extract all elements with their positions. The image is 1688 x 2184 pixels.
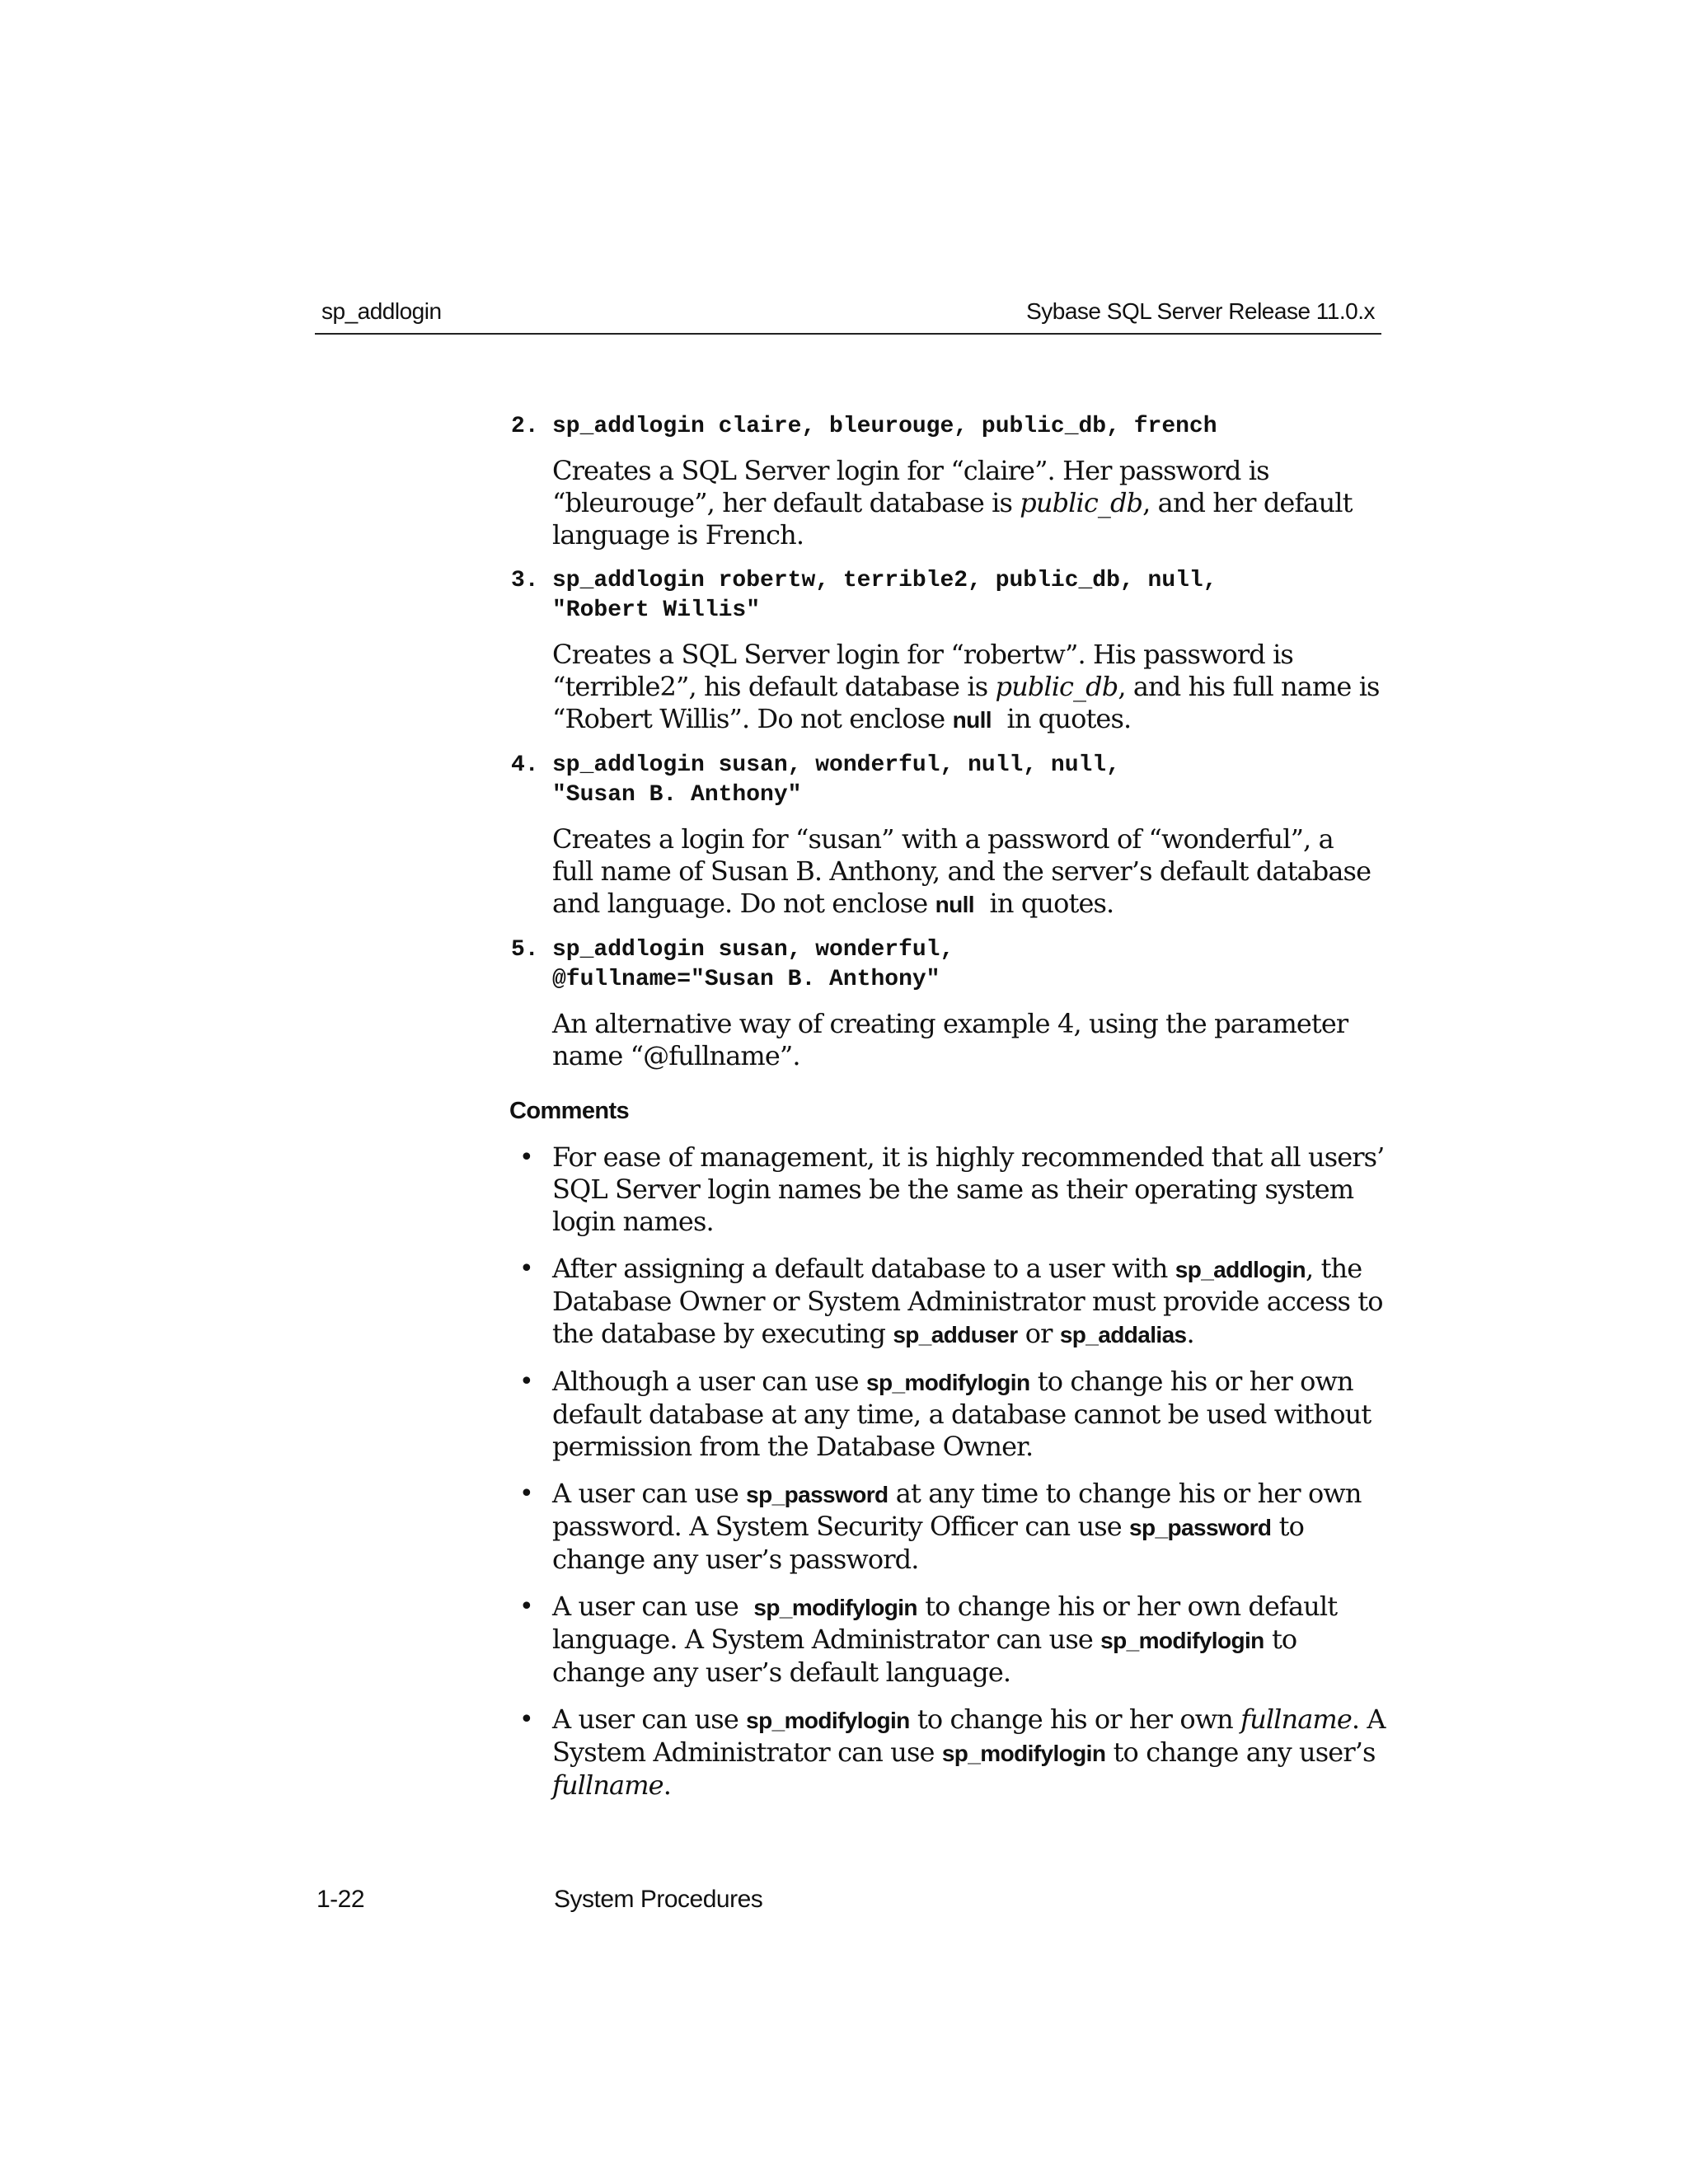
text-line: Creates a SQL Server login for “robertw”. His password is	[552, 639, 1293, 670]
text-run: the database by executing	[552, 1318, 893, 1349]
text-line: login names.	[552, 1206, 714, 1237]
text-line	[552, 1366, 1385, 1399]
text-run: A user can use	[552, 1704, 747, 1735]
null-keyword: null	[952, 707, 992, 733]
text-run: After assigning a default database to a user with	[552, 1253, 1175, 1284]
comment-item	[519, 1253, 1385, 1351]
comment-text	[552, 1366, 1385, 1463]
text-line: SQL Server login names be the same as their operating system	[552, 1174, 1354, 1205]
procedure-name: sp_modifylogin	[865, 1370, 1030, 1395]
bullet-marker: •	[519, 1143, 534, 1172]
text-run: “Robert Willis”. Do not enclose	[552, 703, 953, 734]
text-run: A user can use	[552, 1478, 747, 1509]
code-line: sp_addlogin robertw, terrible2, public_db, null,	[552, 568, 1217, 593]
example-description	[552, 1008, 1376, 1072]
bullet-marker: •	[519, 1254, 534, 1283]
text-line	[552, 1478, 1385, 1511]
code-line: sp_addlogin susan, wonderful,	[552, 937, 954, 963]
text-run: “terrible2”, his default database is	[552, 671, 996, 702]
comments-heading: Comments	[509, 1098, 630, 1124]
example-description	[552, 455, 1376, 551]
text-run: .	[1186, 1318, 1194, 1349]
text-line: An alternative way of creating example 4, using the parameter	[552, 1008, 1348, 1039]
code-line: sp_addlogin susan, wonderful, null, null,	[552, 752, 1120, 778]
text-run: to	[1271, 1511, 1305, 1542]
text-line: change any user’s password.	[552, 1544, 919, 1575]
text-line	[552, 1736, 1385, 1769]
bullet-marker: •	[519, 1705, 534, 1734]
procedure-name: sp_adduser	[893, 1322, 1018, 1347]
text-line	[552, 1769, 1385, 1802]
text-run: .	[663, 1769, 671, 1801]
code-line: "Robert Willis"	[552, 598, 761, 623]
parameter-name: fullname	[552, 1769, 663, 1801]
example-code	[552, 566, 1376, 626]
text-run: Although a user can use	[552, 1366, 866, 1397]
example-3	[511, 566, 1380, 736]
example-4	[511, 751, 1376, 921]
text-line: change any user’s default language.	[552, 1657, 1011, 1688]
comment-item	[519, 1141, 1385, 1238]
comment-text	[552, 1478, 1385, 1576]
text-line	[552, 1511, 1385, 1544]
comment-text	[552, 1704, 1385, 1802]
procedure-name: sp_modifylogin	[753, 1595, 917, 1620]
procedure-name: sp_password	[746, 1482, 889, 1507]
text-run: to	[1264, 1624, 1297, 1655]
text-run: A user can use	[552, 1591, 754, 1622]
text-run: in quotes.	[991, 703, 1132, 734]
text-line	[552, 487, 1376, 519]
code-line: sp_addlogin claire, bleurouge, public_db, french	[552, 414, 1217, 439]
example-code	[552, 751, 1376, 810]
text-line	[552, 671, 1380, 703]
bullet-marker: •	[519, 1479, 534, 1508]
example-number: 2.	[511, 414, 539, 439]
procedure-name: sp_addalias	[1059, 1322, 1187, 1347]
procedure-name: sp_password	[1129, 1515, 1272, 1540]
text-line	[552, 703, 1376, 736]
parameter-name: fullname	[1240, 1704, 1352, 1735]
text-line	[552, 1591, 1385, 1624]
text-line	[552, 1624, 1385, 1657]
code-line: @fullname="Susan B. Anthony"	[552, 967, 940, 992]
example-description	[552, 639, 1380, 736]
text-run: System Administrator can use	[552, 1736, 942, 1768]
procedure-name: sp_addlogin	[1175, 1257, 1306, 1282]
running-header	[315, 290, 1381, 335]
example-5	[511, 935, 1376, 1072]
null-keyword: null	[935, 892, 974, 917]
procedure-name: sp_modifylogin	[746, 1708, 910, 1733]
examples-section	[511, 412, 1380, 1087]
text-run: and language. Do not enclose	[552, 888, 935, 919]
example-description	[552, 823, 1376, 921]
text-run: , the	[1306, 1253, 1362, 1284]
text-line	[552, 1253, 1385, 1286]
header-release-title: Sybase SQL Server Release 11.0.x	[1026, 298, 1375, 324]
text-run: in quotes.	[973, 888, 1114, 919]
text-run: to change his or her own default	[917, 1591, 1338, 1622]
text-run: language. A System Administrator can use	[552, 1624, 1101, 1655]
book-title: System Procedures	[554, 1886, 763, 1913]
code-line: "Susan B. Anthony"	[552, 782, 802, 808]
bullet-marker: •	[519, 1367, 534, 1396]
text-line: Creates a login for “susan” with a password of “wonderful”, a	[552, 823, 1334, 855]
comment-item	[519, 1591, 1385, 1689]
header-section-name: sp_addlogin	[321, 298, 442, 324]
text-run: to change his or her own	[1029, 1366, 1353, 1397]
text-run: . A	[1351, 1704, 1386, 1735]
text-line: Creates a SQL Server login for “claire”. Her password is	[552, 455, 1269, 486]
text-run: , and her default	[1142, 487, 1353, 518]
comment-text	[552, 1253, 1385, 1351]
example-number: 3.	[511, 568, 539, 593]
procedure-name: sp_modifylogin	[941, 1741, 1106, 1766]
example-2	[511, 412, 1376, 551]
database-name: public_db	[995, 671, 1118, 702]
bullet-marker: •	[519, 1592, 534, 1621]
text-line	[552, 888, 1376, 921]
comment-item	[519, 1366, 1385, 1463]
text-line: For ease of management, it is highly recommended that all users’	[552, 1141, 1385, 1173]
database-name: public_db	[1020, 487, 1143, 518]
text-line: permission from the Database Owner.	[552, 1431, 1034, 1462]
comment-item	[519, 1704, 1386, 1802]
text-line: Database Owner or System Administrator must provide access to	[552, 1286, 1383, 1317]
page-number: 1-22	[316, 1886, 365, 1913]
text-run: “bleurouge”, her default database is	[552, 487, 1020, 518]
text-run: or	[1017, 1318, 1060, 1349]
text-line: name “@fullname”.	[552, 1040, 800, 1071]
example-code	[552, 935, 1376, 995]
text-line: full name of Susan B. Anthony, and the server’s default database	[552, 855, 1372, 887]
text-run: at any time to change his or her own	[888, 1478, 1362, 1509]
text-line: language is French.	[552, 519, 804, 551]
example-number: 5.	[511, 937, 539, 963]
text-run: password. A System Security Officer can use	[552, 1511, 1130, 1542]
text-run: to change any user’s	[1105, 1736, 1376, 1768]
comment-item	[519, 1478, 1385, 1576]
procedure-name: sp_modifylogin	[1100, 1628, 1264, 1653]
text-line	[552, 1318, 1385, 1351]
comment-text	[552, 1591, 1385, 1689]
comment-text	[552, 1141, 1385, 1238]
text-run: , and his full name is	[1118, 671, 1380, 702]
text-run: to change his or her own	[909, 1704, 1241, 1735]
text-line: default database at any time, a database cannot be used without	[552, 1399, 1372, 1430]
example-number: 4.	[511, 752, 539, 778]
text-line	[552, 1704, 1385, 1736]
comments-list	[519, 1141, 1386, 1816]
example-code	[552, 412, 1376, 442]
